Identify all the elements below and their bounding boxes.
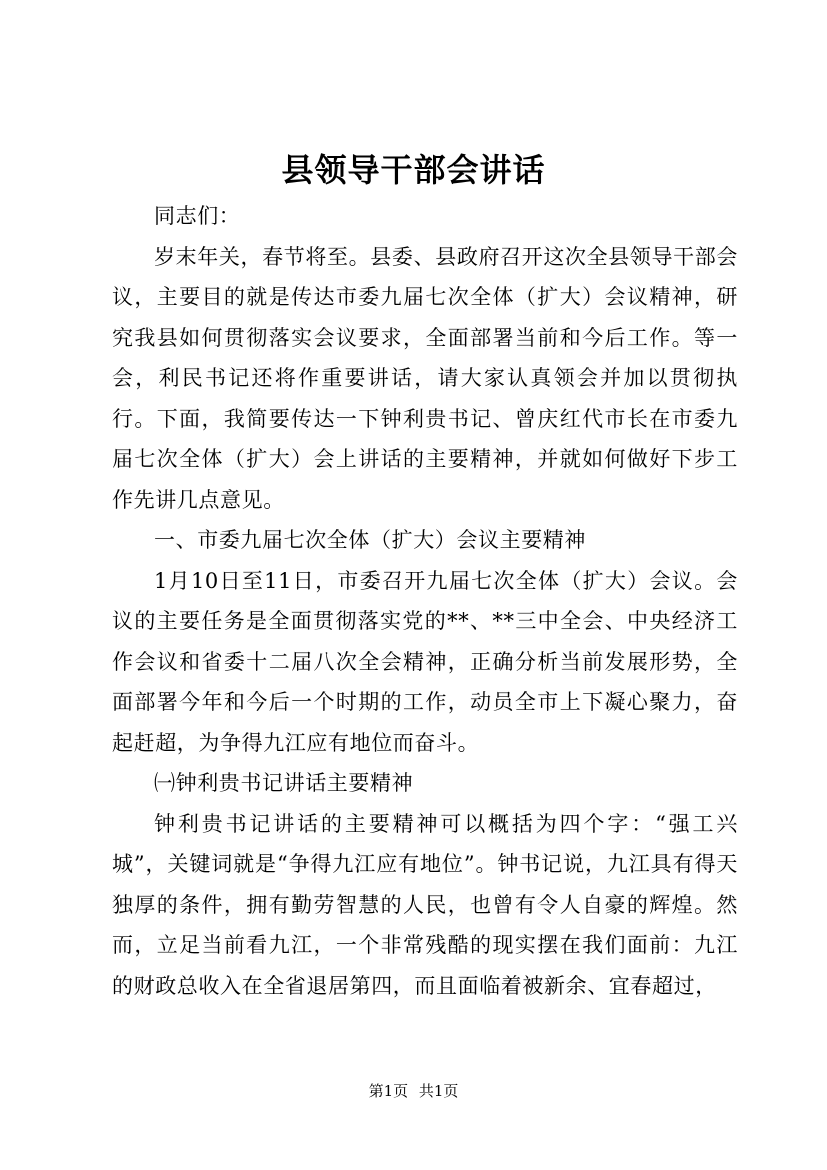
body-paragraph: 1月10日至11日，市委召开九届七次全体（扩大）会议。会议的主要任务是全面贯彻落实党的**、**三中全会、中央经济工作会议和省委十二届八次全会精神，正确分析当前发展形势，全面部署今年和今后一个时期的工作，动员全市上下凝心聚力，奋起赶超，为争得九江应有地位而奋斗。 <box>112 568 738 755</box>
section-heading: 一、市委九届七次全体（扩大）会议主要精神 <box>154 528 586 552</box>
salutation-paragraph: 同志们： <box>154 204 241 228</box>
page-number: 第1页 <box>368 1082 409 1100</box>
subsection-heading: ㈠钟利贵书记讲话主要精神 <box>154 771 414 795</box>
document-body <box>112 196 738 1006</box>
document-title: 县领导干部会讲话 <box>281 151 546 189</box>
page-total: 共1页 <box>418 1082 459 1100</box>
body-paragraph: 岁末年关，春节将至。县委、县政府召开这次全县领导干部会议，主要目的就是传达市委九届七次全体（扩大）会议精神，研究我县如何贯彻落实会议要求，全面部署当前和今后工作。等一会，利民书记还将作重要讲话，请大家认真领会并加以贯彻执行。下面，我简要传达一下钟利贵书记、曾庆红代市长在市委九届七次全体（扩大）会上讲话的主要精神，并就如何做好下步工作先讲几点意见。 <box>112 244 738 512</box>
page-footer <box>0 1080 827 1101</box>
body-paragraph: 钟利贵书记讲话的主要精神可以概括为四个字：“强工兴城”，关键词就是“争得九江应有地位”。钟书记说，九江具有得天独厚的条件，拥有勤劳智慧的人民，也曾有令人自豪的辉煌。然而，立足当前看九江，一个非常残酷的现实摆在我们面前：九江的财政总收入在全省退居第四，而且面临着被新余、宜春超过， <box>112 811 738 998</box>
